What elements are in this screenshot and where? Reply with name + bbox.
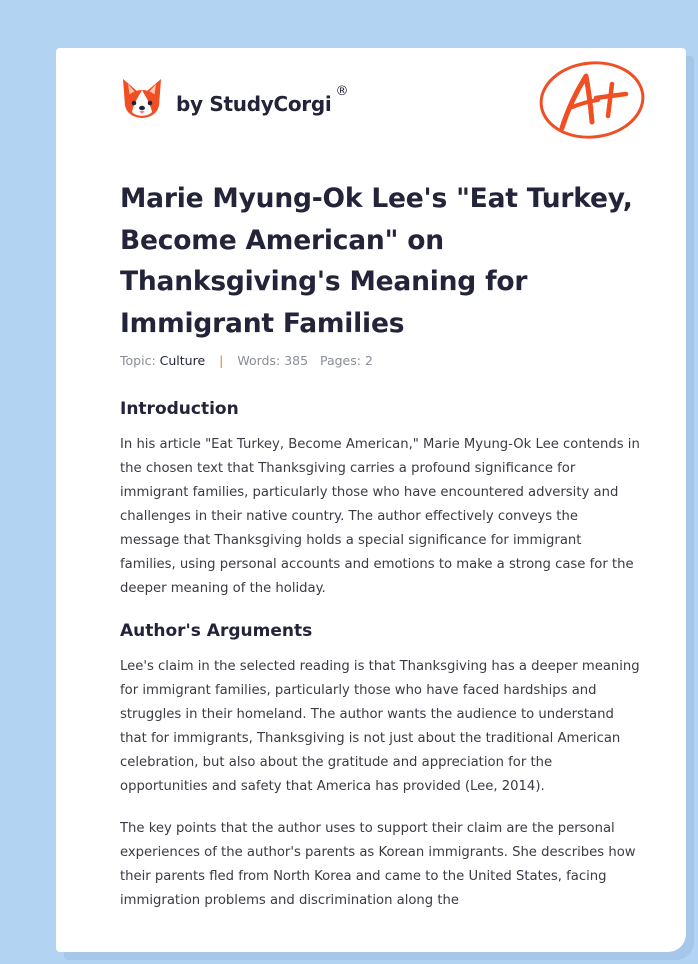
words-label: Words:: [237, 353, 281, 368]
section-heading: Introduction: [120, 399, 239, 419]
brand-name: by StudyCorgi: [176, 92, 332, 116]
topic-label: Topic:: [120, 353, 156, 368]
essay-meta: [120, 353, 373, 368]
brand-wordmark: [176, 84, 349, 116]
document-card: [56, 48, 686, 952]
section-heading: Author's Arguments: [120, 621, 313, 641]
paragraph: In his article "Eat Turkey, Become American," Marie Myung-Ok Lee contends in the chosen text that Thanksgiving carries a profound significance for immigrant families, particularly those who have encountered adversity and challenges in their native country. The author effectively conveys the message that Thanksgiving holds a special significance for immigrant families, using personal accounts and emotions to make a strong case for the deeper meaning of the holiday.: [120, 437, 640, 596]
studycorgi-logo[interactable]: [122, 76, 348, 120]
meta-separator: |: [219, 353, 224, 368]
pages-value: 2: [364, 353, 373, 368]
essay-body: [120, 397, 640, 913]
essay-title: Marie Myung-Ok Lee's "Eat Turkey, Become American" on Thanksgiving's Meaning for Immigrant Families: [120, 183, 633, 339]
registered-mark: ®: [335, 84, 349, 99]
pages-label: Pages:: [319, 353, 361, 368]
words-value: 385: [284, 353, 309, 368]
corgi-icon: [122, 76, 162, 120]
paragraph: Lee's claim in the selected reading is that Thanksgiving has a deeper meaning for immigrant families, particularly those who have faced hardships and struggles in their homeland. The author wants the audience to understand that for immigrants, Thanksgiving is not just about the traditional American celebration, but also about the gratitude and appreciation for the opportunities and safety that America has provided (Lee, 2014).: [120, 659, 640, 794]
topic-value[interactable]: Culture: [159, 353, 206, 368]
a-plus-grade-icon: [536, 58, 648, 142]
paragraph: The key points that the author uses to support their claim are the personal experiences of the author's parents as Korean immigrants. She describes how their parents fled from North Korea and came to the United States, facing immigration problems and discrimination along the: [120, 821, 636, 908]
